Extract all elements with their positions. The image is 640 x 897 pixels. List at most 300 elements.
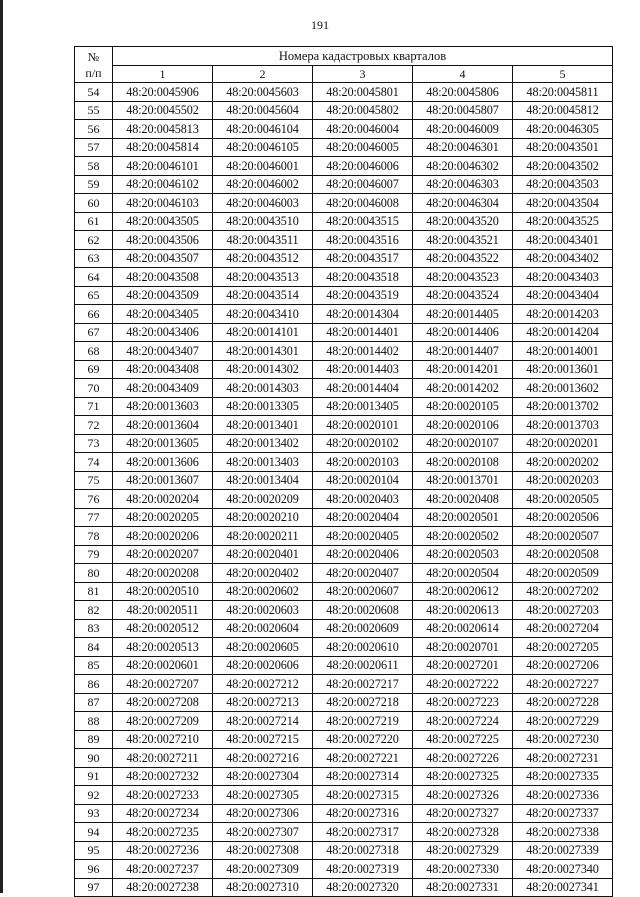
cadastral-number-cell: 48:20:0043513: [213, 268, 313, 287]
cadastral-number-cell: 48:20:0027227: [513, 675, 613, 694]
column-number: 2: [213, 66, 313, 83]
cadastral-number-cell: 48:20:0014204: [513, 323, 613, 342]
cadastral-number-cell: 48:20:0027315: [313, 786, 413, 805]
cadastral-number-cell: 48:20:0014201: [413, 360, 513, 379]
row-number: 64: [75, 268, 113, 287]
cadastral-number-cell: 48:20:0043517: [313, 249, 413, 268]
cadastral-number-cell: 48:20:0043407: [113, 342, 213, 361]
cadastral-number-cell: 48:20:0020501: [413, 508, 513, 527]
cadastral-number-cell: 48:20:0020407: [313, 564, 413, 583]
row-number: 75: [75, 471, 113, 490]
column-number: 5: [513, 66, 613, 83]
cadastral-number-cell: 48:20:0027238: [113, 878, 213, 897]
row-number: 91: [75, 767, 113, 786]
cadastral-number-cell: 48:20:0020206: [113, 527, 213, 546]
cadastral-number-cell: 48:20:0027325: [413, 767, 513, 786]
row-number: 81: [75, 582, 113, 601]
cadastral-number-cell: 48:20:0027211: [113, 749, 213, 768]
cadastral-number-cell: 48:20:0020601: [113, 656, 213, 675]
cadastral-number-cell: 48:20:0046105: [213, 138, 313, 157]
cadastral-number-cell: 48:20:0043506: [113, 231, 213, 250]
cadastral-number-cell: 48:20:0020106: [413, 416, 513, 435]
table-row: [75, 508, 613, 527]
cadastral-number-cell: 48:20:0027212: [213, 675, 313, 694]
row-number: 69: [75, 360, 113, 379]
table-row: [75, 268, 613, 287]
row-number: 96: [75, 860, 113, 879]
cadastral-number-cell: 48:20:0043510: [213, 212, 313, 231]
cadastral-number-cell: 48:20:0014401: [313, 323, 413, 342]
row-number: 67: [75, 323, 113, 342]
cadastral-number-cell: 48:20:0027340: [513, 860, 613, 879]
table-row: [75, 675, 613, 694]
cadastral-number-cell: 48:20:0013701: [413, 471, 513, 490]
cadastral-number-cell: 48:20:0014203: [513, 305, 613, 324]
cadastral-number-cell: 48:20:0027217: [313, 675, 413, 694]
cadastral-number-cell: 48:20:0013403: [213, 453, 313, 472]
cadastral-number-cell: 48:20:0045813: [113, 120, 213, 139]
table-row: [75, 323, 613, 342]
row-number: 58: [75, 157, 113, 176]
cadastral-number-cell: 48:20:0046001: [213, 157, 313, 176]
cadastral-number-cell: 48:20:0043508: [113, 268, 213, 287]
cadastral-number-cell: 48:20:0027318: [313, 841, 413, 860]
cadastral-number-cell: 48:20:0027207: [113, 675, 213, 694]
cadastral-number-cell: 48:20:0027326: [413, 786, 513, 805]
cadastral-number-cell: 48:20:0013604: [113, 416, 213, 435]
cadastral-number-cell: 48:20:0027335: [513, 767, 613, 786]
header-title: Номера кадастровых кварталов: [113, 47, 613, 66]
table-row: [75, 194, 613, 213]
cadastral-number-cell: 48:20:0020201: [513, 434, 613, 453]
row-number: 79: [75, 545, 113, 564]
cadastral-number-cell: 48:20:0020105: [413, 397, 513, 416]
cadastral-number-cell: 48:20:0020510: [113, 582, 213, 601]
cadastral-number-cell: 48:20:0020508: [513, 545, 613, 564]
cadastral-number-cell: 48:20:0014405: [413, 305, 513, 324]
table-row: [75, 305, 613, 324]
cadastral-number-cell: 48:20:0020506: [513, 508, 613, 527]
cadastral-number-cell: 48:20:0045806: [413, 83, 513, 102]
cadastral-number-cell: 48:20:0020608: [313, 601, 413, 620]
cadastral-number-cell: 48:20:0027331: [413, 878, 513, 897]
cadastral-number-cell: 48:20:0020210: [213, 508, 313, 527]
cadastral-number-cell: 48:20:0020104: [313, 471, 413, 490]
cadastral-number-cell: 48:20:0027220: [313, 730, 413, 749]
cadastral-number-cell: 48:20:0046002: [213, 175, 313, 194]
table-row: [75, 120, 613, 139]
cadastral-number-cell: 48:20:0027218: [313, 693, 413, 712]
cadastral-number-cell: 48:20:0027330: [413, 860, 513, 879]
cadastral-number-cell: 48:20:0020209: [213, 490, 313, 509]
cadastral-number-cell: 48:20:0020102: [313, 434, 413, 453]
cadastral-number-cell: 48:20:0043522: [413, 249, 513, 268]
cadastral-number-cell: 48:20:0020614: [413, 619, 513, 638]
cadastral-number-cell: 48:20:0014202: [413, 379, 513, 398]
cadastral-number-cell: 48:20:0020507: [513, 527, 613, 546]
cadastral-number-cell: 48:20:0027213: [213, 693, 313, 712]
cadastral-number-cell: 48:20:0043410: [213, 305, 313, 324]
cadastral-number-cell: 48:20:0027203: [513, 601, 613, 620]
table-row: [75, 767, 613, 786]
cadastral-number-cell: 48:20:0013703: [513, 416, 613, 435]
cadastral-number-cell: 48:20:0046009: [413, 120, 513, 139]
row-number: 97: [75, 878, 113, 897]
row-number: 73: [75, 434, 113, 453]
row-number: 87: [75, 693, 113, 712]
cadastral-number-cell: 48:20:0020613: [413, 601, 513, 620]
table-row: [75, 212, 613, 231]
cadastral-number-cell: 48:20:0014301: [213, 342, 313, 361]
cadastral-number-cell: 48:20:0043503: [513, 175, 613, 194]
cadastral-number-cell: 48:20:0027235: [113, 823, 213, 842]
row-number: 66: [75, 305, 113, 324]
table-row: [75, 471, 613, 490]
cadastral-number-cell: 48:20:0014302: [213, 360, 313, 379]
cadastral-number-cell: 48:20:0046004: [313, 120, 413, 139]
cadastral-number-cell: 48:20:0013601: [513, 360, 613, 379]
table-row: [75, 397, 613, 416]
row-number: 55: [75, 101, 113, 120]
cadastral-number-cell: 48:20:0020103: [313, 453, 413, 472]
cadastral-number-cell: 48:20:0027328: [413, 823, 513, 842]
cadastral-number-cell: 48:20:0014303: [213, 379, 313, 398]
cadastral-number-cell: 48:20:0027319: [313, 860, 413, 879]
row-number: 56: [75, 120, 113, 139]
row-number: 82: [75, 601, 113, 620]
cadastral-number-cell: 48:20:0027205: [513, 638, 613, 657]
cadastral-number-cell: 48:20:0027308: [213, 841, 313, 860]
cadastral-number-cell: 48:20:0027236: [113, 841, 213, 860]
cadastral-number-cell: 48:20:0027338: [513, 823, 613, 842]
cadastral-number-cell: 48:20:0043511: [213, 231, 313, 250]
cadastral-number-cell: 48:20:0020610: [313, 638, 413, 657]
cadastral-number-cell: 48:20:0013305: [213, 397, 313, 416]
table-row: [75, 434, 613, 453]
row-number: 70: [75, 379, 113, 398]
table-row: [75, 101, 613, 120]
header-number-sign: №: [87, 49, 100, 64]
cadastral-number-cell: 48:20:0027230: [513, 730, 613, 749]
cadastral-number-cell: 48:20:0043406: [113, 323, 213, 342]
cadastral-number-cell: 48:20:0027229: [513, 712, 613, 731]
cadastral-number-cell: 48:20:0046005: [313, 138, 413, 157]
row-number: 71: [75, 397, 113, 416]
cadastral-number-cell: 48:20:0027226: [413, 749, 513, 768]
cadastral-number-cell: 48:20:0027310: [213, 878, 313, 897]
cadastral-number-cell: 48:20:0027223: [413, 693, 513, 712]
cadastral-number-cell: 48:20:0027204: [513, 619, 613, 638]
cadastral-number-cell: 48:20:0043507: [113, 249, 213, 268]
cadastral-number-cell: 48:20:0027209: [113, 712, 213, 731]
table-row: [75, 693, 613, 712]
cadastral-number-cell: 48:20:0027234: [113, 804, 213, 823]
cadastral-number-cell: 48:20:0046008: [313, 194, 413, 213]
cadastral-number-cell: 48:20:0043505: [113, 212, 213, 231]
row-number: 60: [75, 194, 113, 213]
table-row: [75, 878, 613, 897]
row-number: 63: [75, 249, 113, 268]
row-number: 85: [75, 656, 113, 675]
cadastral-number-cell: 48:20:0043525: [513, 212, 613, 231]
row-number: 89: [75, 730, 113, 749]
cadastral-number-cell: 48:20:0043502: [513, 157, 613, 176]
cadastral-number-cell: 48:20:0027215: [213, 730, 313, 749]
table-row: [75, 175, 613, 194]
cadastral-number-cell: 48:20:0027304: [213, 767, 313, 786]
cadastral-number-cell: 48:20:0027327: [413, 804, 513, 823]
table-row: [75, 582, 613, 601]
cadastral-number-cell: 48:20:0027206: [513, 656, 613, 675]
cadastral-number-cell: 48:20:0027336: [513, 786, 613, 805]
cadastral-number-cell: 48:20:0046303: [413, 175, 513, 194]
page-number: 191: [311, 18, 329, 32]
cadastral-number-cell: 48:20:0013401: [213, 416, 313, 435]
cadastral-number-cell: 48:20:0020603: [213, 601, 313, 620]
cadastral-number-cell: 48:20:0013607: [113, 471, 213, 490]
cadastral-number-cell: 48:20:0020611: [313, 656, 413, 675]
cadastral-number-cell: 48:20:0045801: [313, 83, 413, 102]
row-number: 84: [75, 638, 113, 657]
cadastral-number-cell: 48:20:0020607: [313, 582, 413, 601]
cadastral-number-cell: 48:20:0020509: [513, 564, 613, 583]
cadastral-number-cell: 48:20:0020107: [413, 434, 513, 453]
cadastral-number-cell: 48:20:0043521: [413, 231, 513, 250]
cadastral-number-cell: 48:20:0027219: [313, 712, 413, 731]
row-number: 74: [75, 453, 113, 472]
table-row: [75, 804, 613, 823]
row-number: 78: [75, 527, 113, 546]
cadastral-number-cell: 48:20:0045807: [413, 101, 513, 120]
cadastral-number-cell: 48:20:0027320: [313, 878, 413, 897]
cadastral-number-cell: 48:20:0046301: [413, 138, 513, 157]
row-number: 59: [75, 175, 113, 194]
header-row-number: [75, 47, 113, 83]
cadastral-number-cell: 48:20:0046302: [413, 157, 513, 176]
cadastral-number-cell: 48:20:0043504: [513, 194, 613, 213]
cadastral-number-cell: 48:20:0027232: [113, 767, 213, 786]
table-row: [75, 360, 613, 379]
row-number: 95: [75, 841, 113, 860]
cadastral-number-cell: 48:20:0014101: [213, 323, 313, 342]
cadastral-number-cell: 48:20:0020512: [113, 619, 213, 638]
cadastral-number-cell: 48:20:0045502: [113, 101, 213, 120]
cadastral-number-cell: 48:20:0027309: [213, 860, 313, 879]
row-number: 54: [75, 83, 113, 102]
cadastral-number-cell: 48:20:0027307: [213, 823, 313, 842]
cadastral-number-cell: 48:20:0027316: [313, 804, 413, 823]
cadastral-number-cell: 48:20:0043403: [513, 268, 613, 287]
row-number: 57: [75, 138, 113, 157]
row-number: 68: [75, 342, 113, 361]
cadastral-number-cell: 48:20:0045604: [213, 101, 313, 120]
row-number: 72: [75, 416, 113, 435]
cadastral-number-cell: 48:20:0020612: [413, 582, 513, 601]
cadastral-number-cell: 48:20:0013402: [213, 434, 313, 453]
cadastral-number-cell: 48:20:0027201: [413, 656, 513, 675]
cadastral-number-cell: 48:20:0046104: [213, 120, 313, 139]
cadastral-number-cell: 48:20:0043515: [313, 212, 413, 231]
cadastral-number-cell: 48:20:0020204: [113, 490, 213, 509]
cadastral-number-cell: 48:20:0020403: [313, 490, 413, 509]
cadastral-number-cell: 48:20:0013405: [313, 397, 413, 416]
cadastral-number-cell: 48:20:0046006: [313, 157, 413, 176]
table-row: [75, 453, 613, 472]
cadastral-number-cell: 48:20:0046101: [113, 157, 213, 176]
cadastral-number-cell: 48:20:0020402: [213, 564, 313, 583]
column-number: 3: [313, 66, 413, 83]
cadastral-number-cell: 48:20:0020408: [413, 490, 513, 509]
row-number: 92: [75, 786, 113, 805]
cadastral-number-cell: 48:20:0020701: [413, 638, 513, 657]
cadastral-number-cell: 48:20:0014403: [313, 360, 413, 379]
cadastral-number-cell: 48:20:0020101: [313, 416, 413, 435]
row-number: 94: [75, 823, 113, 842]
cadastral-number-cell: 48:20:0013605: [113, 434, 213, 453]
cadastral-number-cell: 48:20:0020602: [213, 582, 313, 601]
row-number: 90: [75, 749, 113, 768]
row-number: 93: [75, 804, 113, 823]
cadastral-number-cell: 48:20:0014406: [413, 323, 513, 342]
table-row: [75, 138, 613, 157]
table-row: [75, 730, 613, 749]
cadastral-number-cell: 48:20:0046102: [113, 175, 213, 194]
cadastral-number-cell: 48:20:0027339: [513, 841, 613, 860]
row-number: 61: [75, 212, 113, 231]
table-row: [75, 656, 613, 675]
cadastral-number-cell: 48:20:0043519: [313, 286, 413, 305]
cadastral-number-cell: 48:20:0014404: [313, 379, 413, 398]
cadastral-number-cell: 48:20:0027317: [313, 823, 413, 842]
cadastral-number-cell: 48:20:0043518: [313, 268, 413, 287]
cadastral-number-cell: 48:20:0046103: [113, 194, 213, 213]
table-row: [75, 83, 613, 102]
cadastral-number-cell: 48:20:0020513: [113, 638, 213, 657]
cadastral-number-cell: 48:20:0020605: [213, 638, 313, 657]
cadastral-number-cell: 48:20:0014402: [313, 342, 413, 361]
cadastral-number-cell: 48:20:0027224: [413, 712, 513, 731]
table-row: [75, 638, 613, 657]
table-row: [75, 749, 613, 768]
cadastral-number-cell: 48:20:0027228: [513, 693, 613, 712]
cadastral-number-cell: 48:20:0043520: [413, 212, 513, 231]
cadastral-number-cell: 48:20:0013702: [513, 397, 613, 416]
row-number: 80: [75, 564, 113, 583]
cadastral-number-cell: 48:20:0020502: [413, 527, 513, 546]
cadastral-number-cell: 48:20:0020404: [313, 508, 413, 527]
cadastral-number-cell: 48:20:0043516: [313, 231, 413, 250]
table-row: [75, 342, 613, 361]
table-row: [75, 545, 613, 564]
cadastral-number-cell: 48:20:0027337: [513, 804, 613, 823]
row-number: 77: [75, 508, 113, 527]
cadastral-number-cell: 48:20:0043512: [213, 249, 313, 268]
cadastral-number-cell: 48:20:0046007: [313, 175, 413, 194]
cadastral-number-cell: 48:20:0046305: [513, 120, 613, 139]
cadastral-number-cell: 48:20:0027225: [413, 730, 513, 749]
table-row: [75, 249, 613, 268]
cadastral-number-cell: 48:20:0043523: [413, 268, 513, 287]
cadastral-number-cell: 48:20:0043401: [513, 231, 613, 250]
cadastral-quarters-table: [74, 46, 613, 897]
cadastral-number-cell: 48:20:0013606: [113, 453, 213, 472]
table-body: [75, 83, 613, 897]
cadastral-number-cell: 48:20:0020609: [313, 619, 413, 638]
row-number: 62: [75, 231, 113, 250]
table-row: [75, 286, 613, 305]
cadastral-number-cell: 48:20:0013404: [213, 471, 313, 490]
cadastral-number-cell: 48:20:0020205: [113, 508, 213, 527]
cadastral-number-cell: 48:20:0027216: [213, 749, 313, 768]
cadastral-number-cell: 48:20:0020406: [313, 545, 413, 564]
table-row: [75, 841, 613, 860]
cadastral-number-cell: 48:20:0045906: [113, 83, 213, 102]
cadastral-number-cell: 48:20:0027237: [113, 860, 213, 879]
row-number: 65: [75, 286, 113, 305]
table-row: [75, 527, 613, 546]
cadastral-number-cell: 48:20:0020401: [213, 545, 313, 564]
cadastral-number-cell: 48:20:0043402: [513, 249, 613, 268]
cadastral-number-cell: 48:20:0013603: [113, 397, 213, 416]
table-row: [75, 157, 613, 176]
cadastral-number-cell: 48:20:0027231: [513, 749, 613, 768]
cadastral-number-cell: 48:20:0020207: [113, 545, 213, 564]
cadastral-number-cell: 48:20:0020604: [213, 619, 313, 638]
cadastral-number-cell: 48:20:0014407: [413, 342, 513, 361]
cadastral-number-cell: 48:20:0027221: [313, 749, 413, 768]
cadastral-number-cell: 48:20:0045603: [213, 83, 313, 102]
table-row: [75, 379, 613, 398]
table-row: [75, 490, 613, 509]
cadastral-number-cell: 48:20:0020202: [513, 453, 613, 472]
cadastral-number-cell: 48:20:0043514: [213, 286, 313, 305]
cadastral-number-cell: 48:20:0027214: [213, 712, 313, 731]
table-row: [75, 416, 613, 435]
table-row: [75, 860, 613, 879]
cadastral-number-cell: 48:20:0027222: [413, 675, 513, 694]
table-row: [75, 231, 613, 250]
cadastral-number-cell: 48:20:0027208: [113, 693, 213, 712]
cadastral-number-cell: 48:20:0020208: [113, 564, 213, 583]
row-number: 86: [75, 675, 113, 694]
cadastral-number-cell: 48:20:0045811: [513, 83, 613, 102]
cadastral-number-cell: 48:20:0043404: [513, 286, 613, 305]
cadastral-number-cell: 48:20:0043501: [513, 138, 613, 157]
cadastral-number-cell: 48:20:0020511: [113, 601, 213, 620]
table-row: [75, 564, 613, 583]
cadastral-number-cell: 48:20:0020503: [413, 545, 513, 564]
cadastral-number-cell: 48:20:0020505: [513, 490, 613, 509]
cadastral-number-cell: 48:20:0045802: [313, 101, 413, 120]
cadastral-number-cell: 48:20:0045812: [513, 101, 613, 120]
scan-edge: [0, 0, 3, 893]
cadastral-number-cell: 48:20:0027233: [113, 786, 213, 805]
row-number: 83: [75, 619, 113, 638]
table-row: [75, 712, 613, 731]
cadastral-number-cell: 48:20:0027210: [113, 730, 213, 749]
cadastral-number-cell: 48:20:0046304: [413, 194, 513, 213]
cadastral-number-cell: 48:20:0045814: [113, 138, 213, 157]
table-row: [75, 823, 613, 842]
column-number: 1: [113, 66, 213, 83]
cadastral-number-cell: 48:20:0020606: [213, 656, 313, 675]
cadastral-number-cell: 48:20:0043509: [113, 286, 213, 305]
cadastral-number-cell: 48:20:0014001: [513, 342, 613, 361]
cadastral-number-cell: 48:20:0043405: [113, 305, 213, 324]
cadastral-number-cell: 48:20:0043524: [413, 286, 513, 305]
cadastral-number-cell: 48:20:0027305: [213, 786, 313, 805]
table-row: [75, 619, 613, 638]
